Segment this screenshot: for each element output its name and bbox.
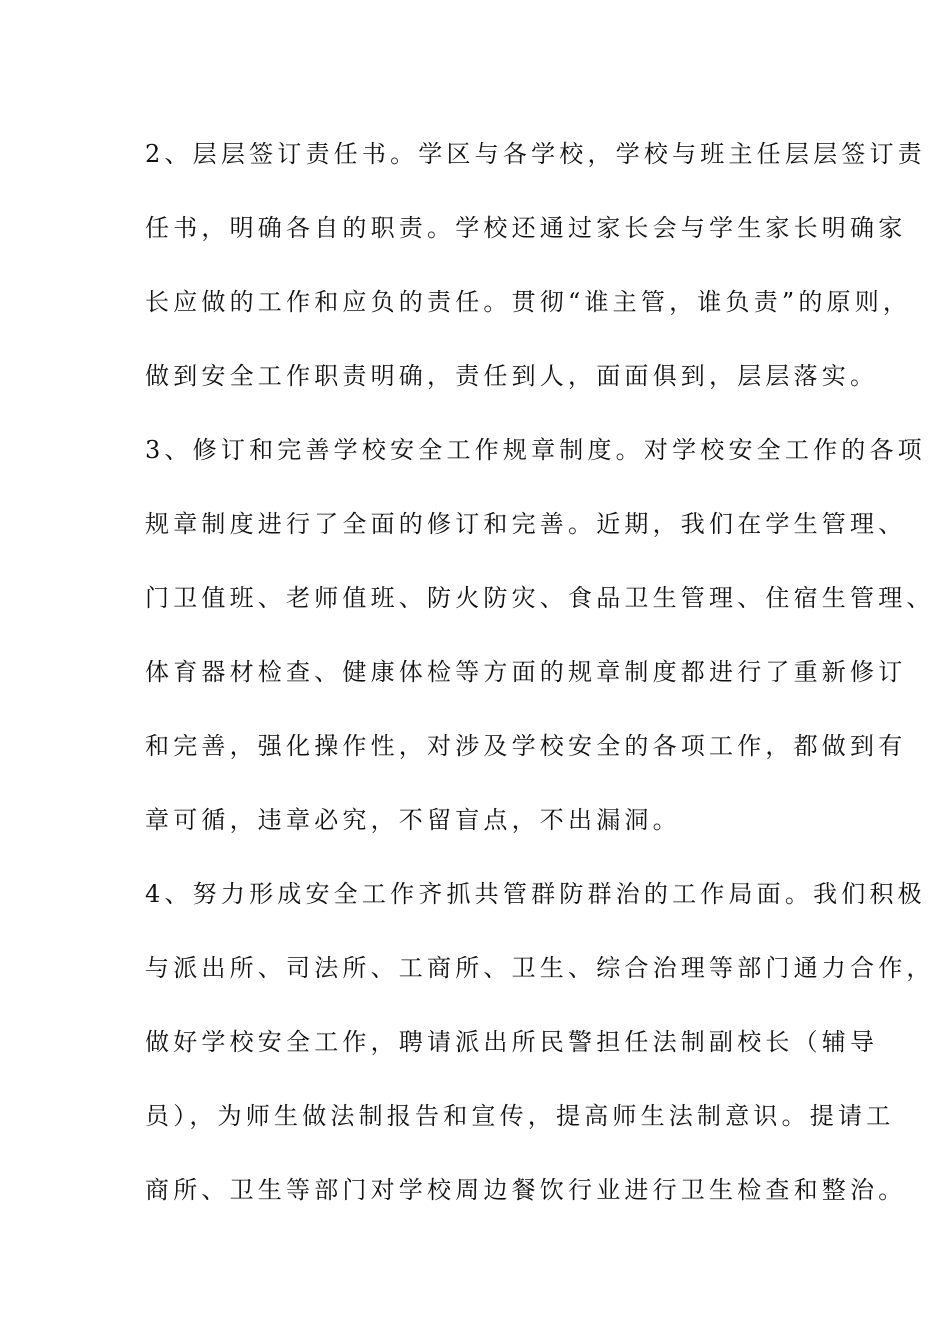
paragraph-3-line-6: 章可循，违章必究，不留盲点，不出漏洞。 [145,806,681,834]
paragraph-3-line-3: 门卫值班、老师值班、防火防灾、食品卫生管理、住宿生管理、 [145,584,935,612]
paragraph-4-line-2: 与派出所、司法所、工商所、卫生、综合治理等部门通力合作， [145,954,935,982]
paragraph-3-line-1: 3、修订和完善学校安全工作规章制度。对学校安全工作的各项 [145,436,926,464]
paragraph-4-line-5: 商所、卫生等部门对学校周边餐饮行业进行卫生检查和整治。 [145,1176,907,1204]
paragraph-2-line-1: 2、层层签订责任书。学区与各学校，学校与班主任层层签订责 [145,140,926,168]
paragraph-2-line-3: 长应做的工作和应负的责任。贯彻“谁主管，谁负责”的原则， [145,288,912,316]
paragraph-3-line-2: 规章制度进行了全面的修订和完善。近期，我们在学生管理、 [145,510,907,538]
paragraph-2-line-4: 做到安全工作职责明确，责任到人，面面俱到，层层落实。 [145,362,879,390]
paragraph-4-line-1: 4、努力形成安全工作齐抓共管群防群治的工作局面。我们积极 [145,880,926,908]
paragraph-2-line-2: 任书，明确各自的职责。学校还通过家长会与学生家长明确家 [145,214,907,242]
paragraph-3-line-5: 和完善，强化操作性，对涉及学校安全的各项工作，都做到有 [145,732,907,760]
paragraph-4-line-4: 员），为师生做法制报告和宣传，提高师生法制意识。提请工 [145,1102,895,1130]
paragraph-4-line-3: 做好学校安全工作，聘请派出所民警担任法制副校长（辅导 [145,1028,879,1056]
paragraph-3-line-4: 体育器材检查、健康体检等方面的规章制度都进行了重新修订 [145,658,907,686]
